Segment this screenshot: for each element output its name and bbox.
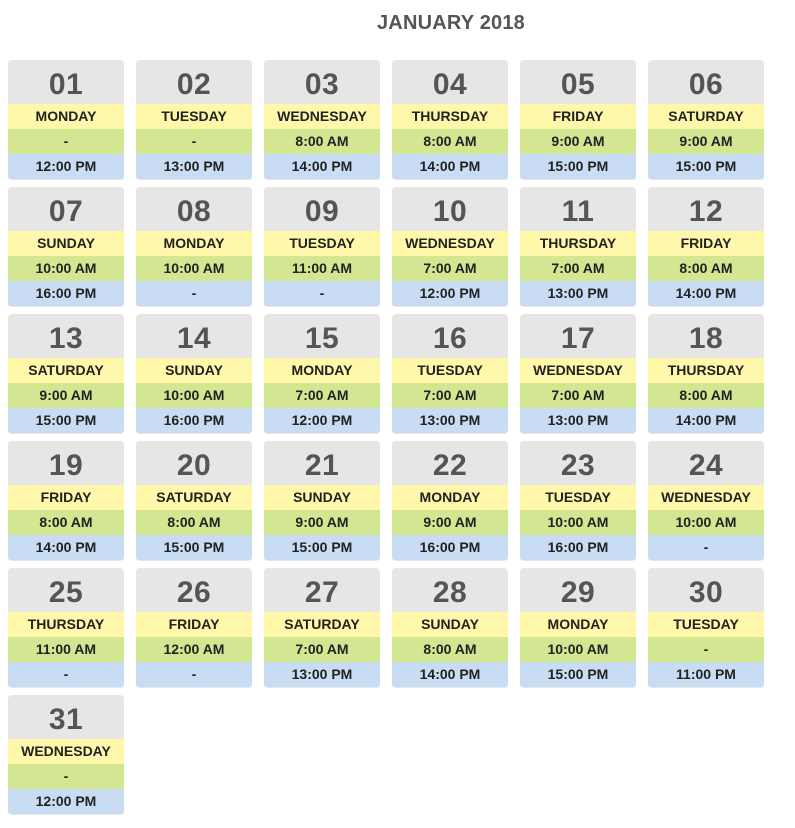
weekday-label: SUNDAY (264, 485, 380, 510)
closing-time: 15:00 PM (520, 662, 636, 687)
calendar-grid (8, 60, 764, 820)
opening-time: 8:00 AM (8, 510, 124, 535)
opening-time: 8:00 AM (136, 510, 252, 535)
weekday-label: WEDNESDAY (264, 104, 380, 129)
opening-time: 8:00 AM (264, 129, 380, 154)
opening-time: 11:00 AM (264, 256, 380, 281)
day-number: 11 (561, 195, 595, 228)
closing-time: - (136, 281, 252, 306)
calendar-day-card (8, 60, 124, 180)
calendar-day-card (520, 187, 636, 307)
weekday-label: FRIDAY (520, 104, 636, 129)
closing-time: 14:00 PM (392, 662, 508, 687)
weekday-label: SATURDAY (136, 485, 252, 510)
day-number: 07 (48, 195, 84, 228)
calendar-day-card (520, 568, 636, 688)
closing-time: 16:00 PM (136, 408, 252, 433)
weekday-label: WEDNESDAY (392, 231, 508, 256)
day-number: 18 (688, 322, 724, 355)
closing-time: - (264, 281, 380, 306)
closing-time: 16:00 PM (520, 535, 636, 560)
closing-time: 15:00 PM (8, 408, 124, 433)
opening-time: 11:00 AM (8, 637, 124, 662)
calendar-day-card (264, 60, 380, 180)
closing-time: 13:00 PM (136, 154, 252, 179)
weekday-label: SUNDAY (8, 231, 124, 256)
day-number: 17 (560, 322, 596, 355)
opening-time: 9:00 AM (392, 510, 508, 535)
calendar-day-card (264, 314, 380, 434)
weekday-label: MONDAY (520, 612, 636, 637)
weekday-label: THURSDAY (8, 612, 124, 637)
weekday-label: TUESDAY (264, 231, 380, 256)
calendar-day-card (520, 441, 636, 561)
closing-time: - (8, 662, 124, 687)
calendar-day-card (136, 568, 252, 688)
opening-time: 9:00 AM (8, 383, 124, 408)
day-number: 27 (304, 576, 340, 609)
closing-time: 15:00 PM (520, 154, 636, 179)
opening-time: 8:00 AM (392, 637, 508, 662)
weekday-label: SATURDAY (648, 104, 764, 129)
calendar-day-card (8, 695, 124, 815)
calendar-day-card (392, 314, 508, 434)
opening-time: - (8, 129, 124, 154)
calendar-day-card (8, 314, 124, 434)
closing-time: 12:00 PM (8, 154, 124, 179)
calendar-day-card (648, 441, 764, 561)
day-number: 21 (304, 449, 340, 482)
opening-time: - (136, 129, 252, 154)
weekday-label: TUESDAY (648, 612, 764, 637)
day-number: 09 (304, 195, 340, 228)
opening-time: 10:00 AM (520, 637, 636, 662)
weekday-label: TUESDAY (136, 104, 252, 129)
calendar-day-card (520, 60, 636, 180)
closing-time: 15:00 PM (264, 535, 380, 560)
weekday-label: FRIDAY (136, 612, 252, 637)
opening-time: 9:00 AM (264, 510, 380, 535)
opening-time: - (648, 637, 764, 662)
day-number: 15 (304, 322, 340, 355)
closing-time: 16:00 PM (392, 535, 508, 560)
calendar-day-card (648, 568, 764, 688)
day-number: 02 (176, 68, 212, 101)
closing-time: 15:00 PM (648, 154, 764, 179)
weekday-label: THURSDAY (648, 358, 764, 383)
closing-time: 13:00 PM (520, 408, 636, 433)
opening-time: 8:00 AM (648, 256, 764, 281)
opening-time: 10:00 AM (520, 510, 636, 535)
weekday-label: FRIDAY (8, 485, 124, 510)
closing-time: 14:00 PM (648, 281, 764, 306)
opening-time: 7:00 AM (520, 256, 636, 281)
closing-time: - (648, 535, 764, 560)
weekday-label: SATURDAY (264, 612, 380, 637)
day-number: 31 (48, 703, 84, 736)
calendar-day-card (392, 568, 508, 688)
weekday-label: MONDAY (8, 104, 124, 129)
day-number: 13 (48, 322, 84, 355)
day-number: 29 (560, 576, 596, 609)
closing-time: 11:00 PM (648, 662, 764, 687)
day-number: 28 (432, 576, 468, 609)
weekday-label: THURSDAY (392, 104, 508, 129)
day-number: 12 (688, 195, 724, 228)
day-number: 08 (176, 195, 212, 228)
weekday-label: MONDAY (264, 358, 380, 383)
opening-time: - (8, 764, 124, 789)
opening-time: 12:00 AM (136, 637, 252, 662)
calendar-day-card (648, 314, 764, 434)
calendar-day-card (648, 187, 764, 307)
day-number: 10 (432, 195, 468, 228)
weekday-label: SATURDAY (8, 358, 124, 383)
closing-time: 13:00 PM (520, 281, 636, 306)
calendar-day-card (264, 568, 380, 688)
opening-time: 7:00 AM (392, 256, 508, 281)
opening-time: 10:00 AM (136, 256, 252, 281)
closing-time: 13:00 PM (392, 408, 508, 433)
opening-time: 8:00 AM (648, 383, 764, 408)
opening-time: 7:00 AM (520, 383, 636, 408)
calendar-day-card (136, 441, 252, 561)
calendar-day-card (136, 60, 252, 180)
closing-time: - (136, 662, 252, 687)
day-number: 05 (560, 68, 596, 101)
day-number: 04 (432, 68, 468, 101)
opening-time: 10:00 AM (648, 510, 764, 535)
closing-time: 12:00 PM (264, 408, 380, 433)
weekday-label: TUESDAY (392, 358, 508, 383)
weekday-label: TUESDAY (520, 485, 636, 510)
day-number: 30 (688, 576, 724, 609)
closing-time: 14:00 PM (264, 154, 380, 179)
calendar-day-card (264, 187, 380, 307)
weekday-label: THURSDAY (520, 231, 636, 256)
calendar-day-card (136, 187, 252, 307)
calendar-day-card (648, 60, 764, 180)
day-number: 24 (688, 449, 724, 482)
day-number: 25 (48, 576, 84, 609)
day-number: 14 (176, 322, 212, 355)
closing-time: 14:00 PM (392, 154, 508, 179)
month-title: JANUARY 2018 (376, 12, 526, 34)
calendar-day-card (264, 441, 380, 561)
day-number: 23 (560, 449, 596, 482)
weekday-label: WEDNESDAY (648, 485, 764, 510)
opening-time: 10:00 AM (136, 383, 252, 408)
opening-time: 7:00 AM (264, 383, 380, 408)
closing-time: 12:00 PM (8, 789, 124, 814)
closing-time: 16:00 PM (8, 281, 124, 306)
opening-time: 9:00 AM (520, 129, 636, 154)
closing-time: 14:00 PM (8, 535, 124, 560)
day-number: 01 (48, 68, 84, 101)
calendar-day-card (392, 60, 508, 180)
weekday-label: MONDAY (136, 231, 252, 256)
closing-time: 13:00 PM (264, 662, 380, 687)
calendar-day-card (520, 314, 636, 434)
day-number: 16 (432, 322, 468, 355)
calendar-day-card (136, 314, 252, 434)
closing-time: 12:00 PM (392, 281, 508, 306)
day-number: 22 (432, 449, 468, 482)
day-number: 03 (304, 68, 340, 101)
closing-time: 15:00 PM (136, 535, 252, 560)
opening-time: 10:00 AM (8, 256, 124, 281)
opening-time: 8:00 AM (392, 129, 508, 154)
weekday-label: FRIDAY (648, 231, 764, 256)
weekday-label: SUNDAY (136, 358, 252, 383)
opening-time: 7:00 AM (264, 637, 380, 662)
weekday-label: MONDAY (392, 485, 508, 510)
closing-time: 14:00 PM (648, 408, 764, 433)
day-number: 20 (176, 449, 212, 482)
calendar-day-card (392, 187, 508, 307)
calendar-day-card (8, 441, 124, 561)
opening-time: 9:00 AM (648, 129, 764, 154)
day-number: 19 (48, 449, 84, 482)
day-number: 06 (688, 68, 724, 101)
opening-time: 7:00 AM (392, 383, 508, 408)
weekday-label: SUNDAY (392, 612, 508, 637)
calendar-day-card (8, 187, 124, 307)
weekday-label: WEDNESDAY (520, 358, 636, 383)
calendar-day-card (8, 568, 124, 688)
calendar-day-card (392, 441, 508, 561)
weekday-label: WEDNESDAY (8, 739, 124, 764)
day-number: 26 (176, 576, 212, 609)
